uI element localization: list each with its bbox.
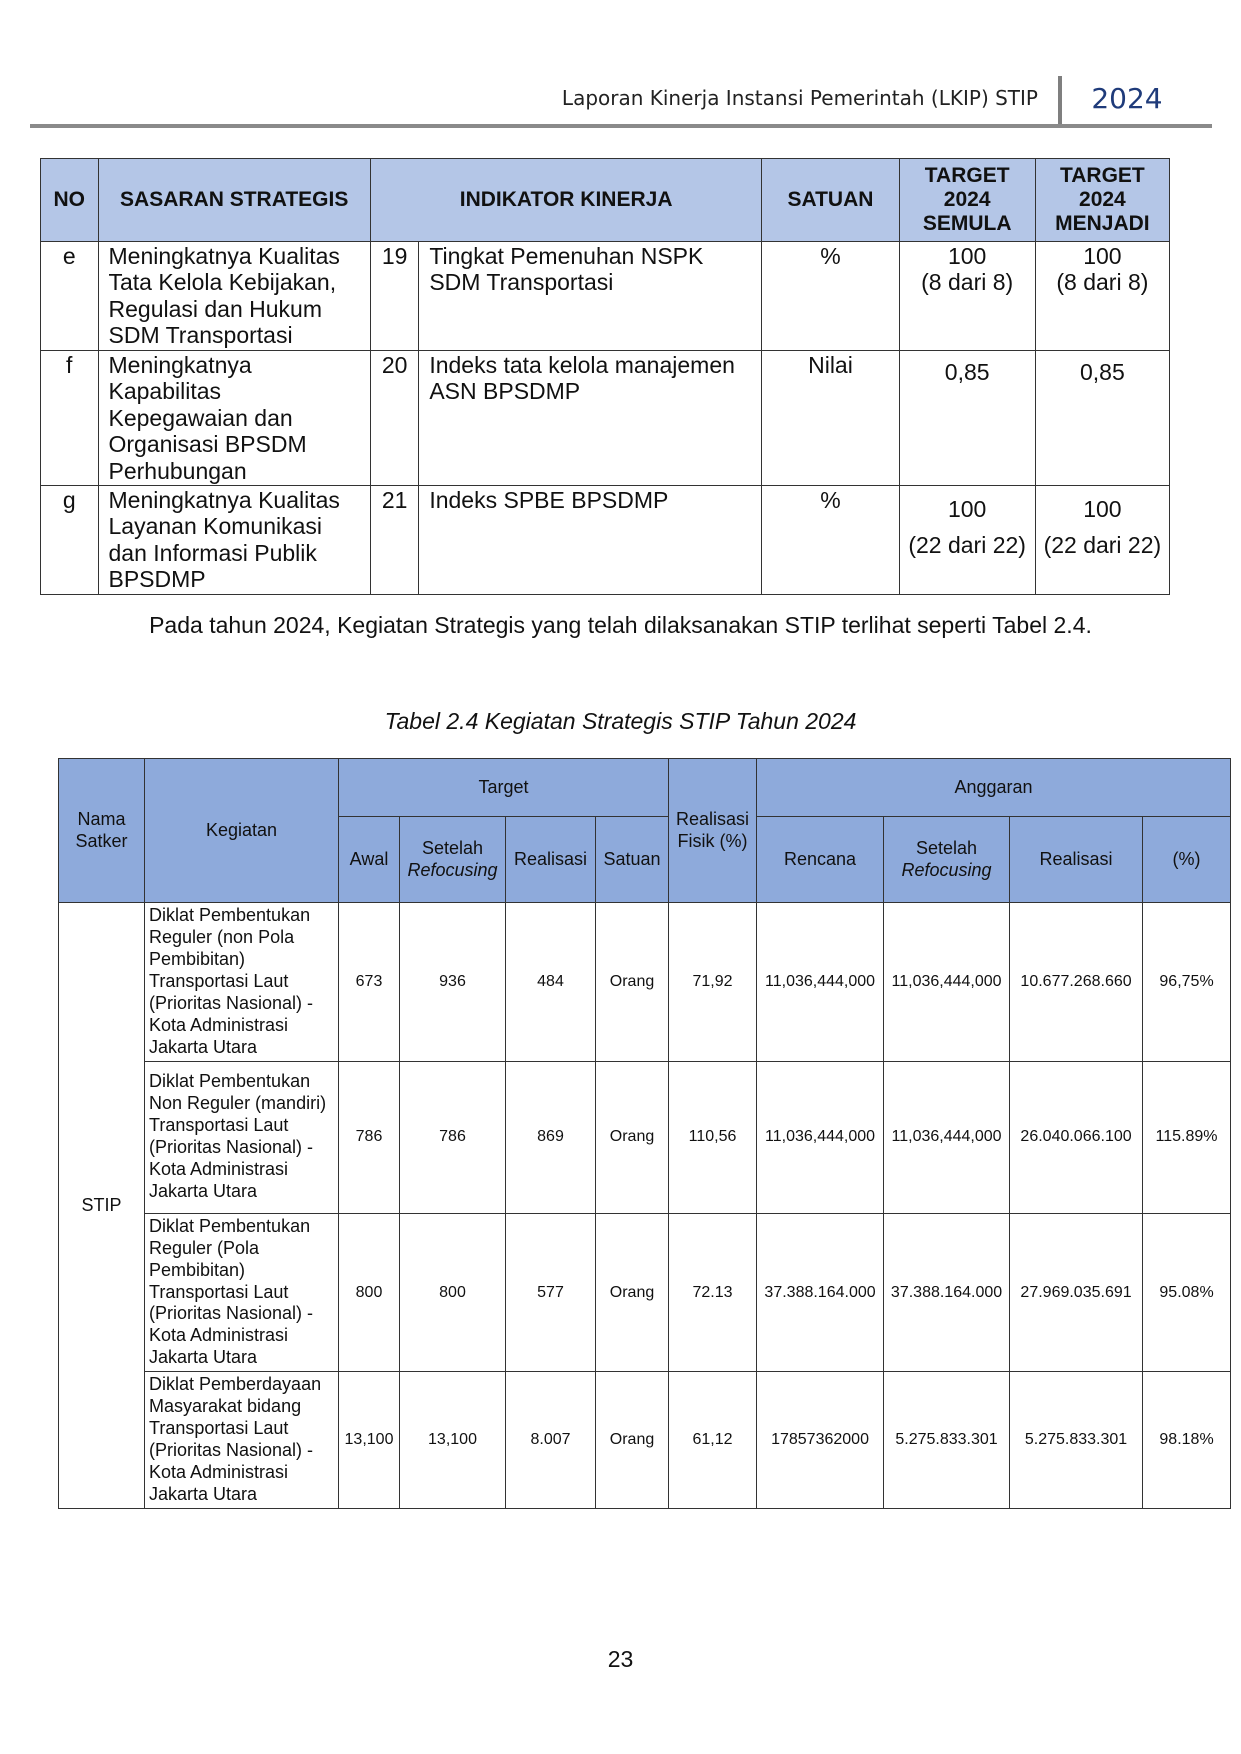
- indikator-cell: Indeks SPBE BPSDMP: [419, 485, 762, 594]
- rencana-cell: 17857362000: [757, 1372, 884, 1509]
- anggaran-setelah-cell: 37.388.164.000: [884, 1213, 1010, 1372]
- kegiatan-cell: Diklat Pembentukan Non Reguler (mandiri) Transportasi Laut (Prioritas Nasional) - Kota Administrasi Jakarta Utara: [145, 1061, 339, 1213]
- kegiatan-cell: Diklat Pembentukan Reguler (non Pola Pembibitan) Transportasi Laut (Prioritas Nasional) - Kota Administrasi Jakarta Utara: [145, 903, 339, 1062]
- header-target: Target: [339, 759, 669, 817]
- setelah-cell: 13,100: [400, 1372, 506, 1509]
- target-menjadi-cell: 100 (8 dari 8): [1035, 242, 1169, 351]
- persen-cell: 96,75%: [1143, 903, 1231, 1062]
- header-awal: Awal: [339, 817, 400, 903]
- indikator-cell: Indeks tata kelola manajemen ASN BPSDMP: [419, 350, 762, 485]
- table1-header-row: [41, 159, 1170, 242]
- target-semula-cell: 100 (8 dari 8): [899, 242, 1035, 351]
- awal-cell: 673: [339, 903, 400, 1062]
- kegiatan-cell: Diklat Pemberdayaan Masyarakat bidang Transportasi Laut (Prioritas Nasional) - Kota Administrasi Jakarta Utara: [145, 1372, 339, 1509]
- header-anggaran-realisasi: Realisasi: [1010, 817, 1143, 903]
- table-row: [41, 350, 1170, 485]
- indikator-cell: Tingkat Pemenuhan NSPK SDM Transportasi: [419, 242, 762, 351]
- header-sasaran: SASARAN STRATEGIS: [98, 159, 370, 242]
- refocusing-label: Refocusing: [901, 859, 992, 880]
- indikator-number: 19: [370, 242, 418, 351]
- satuan-cell: %: [762, 242, 899, 351]
- indikator-number: 21: [370, 485, 418, 594]
- header-target-semula: TARGET 2024 SEMULA: [899, 159, 1035, 242]
- row-no: e: [41, 242, 99, 351]
- anggaran-realisasi-cell: 5.275.833.301: [1010, 1372, 1143, 1509]
- satuan-cell: %: [762, 485, 899, 594]
- anggaran-setelah-cell: 11,036,444,000: [884, 1061, 1010, 1213]
- indikator-number: 20: [370, 350, 418, 485]
- sasaran-cell: Meningkatnya Kualitas Layanan Komunikasi dan Informasi Publik BPSDMP: [98, 485, 370, 594]
- setelah-cell: 936: [400, 903, 506, 1062]
- header-kegiatan: Kegiatan: [145, 759, 339, 903]
- persen-cell: 98.18%: [1143, 1372, 1231, 1509]
- persen-cell: 115.89%: [1143, 1061, 1231, 1213]
- table2-header-row-1: [59, 759, 1231, 817]
- satuan-cell: Orang: [596, 1213, 669, 1372]
- report-title: Laporan Kinerja Instansi Pemerintah (LKIP) STIP: [561, 86, 1038, 110]
- table-row: [41, 242, 1170, 351]
- anggaran-setelah-cell: 11,036,444,000: [884, 903, 1010, 1062]
- realisasi-fisik-cell: 61,12: [669, 1372, 757, 1509]
- page-number: 23: [607, 1646, 634, 1672]
- anggaran-realisasi-cell: 10.677.268.660: [1010, 903, 1143, 1062]
- awal-cell: 800: [339, 1213, 400, 1372]
- setelah-label: Setelah: [916, 837, 978, 858]
- rencana-cell: 11,036,444,000: [757, 903, 884, 1062]
- header-nama-satker: Nama Satker: [59, 759, 145, 903]
- realisasi-fisik-cell: 110,56: [669, 1061, 757, 1213]
- satuan-cell: Orang: [596, 1061, 669, 1213]
- sasaran-cell: Meningkatnya Kapabilitas Kepegawaian dan Organisasi BPSDM Perhubungan: [98, 350, 370, 485]
- setelah-cell: 800: [400, 1213, 506, 1372]
- satker-cell: STIP: [59, 903, 145, 1509]
- header-target-menjadi: TARGET 2024 MENJADI: [1035, 159, 1169, 242]
- table-caption: Tabel 2.4 Kegiatan Strategis STIP Tahun 2024: [384, 708, 857, 734]
- row-no: g: [41, 485, 99, 594]
- target-menjadi-cell: 0,85: [1035, 350, 1169, 485]
- target-menjadi-cell: 100 (22 dari 22): [1035, 485, 1169, 594]
- realisasi-cell: 484: [506, 903, 596, 1062]
- header-satuan: SATUAN: [762, 159, 899, 242]
- table-row: [59, 1213, 1231, 1372]
- header-satuan: Satuan: [596, 817, 669, 903]
- row-no: f: [41, 350, 99, 485]
- realisasi-fisik-cell: 72.13: [669, 1213, 757, 1372]
- body-paragraph: Pada tahun 2024, Kegiatan Strategis yang telah dilaksanakan STIP terlihat seperti Tabel 2.4.: [149, 612, 1092, 638]
- satuan-cell: Nilai: [762, 350, 899, 485]
- anggaran-realisasi-cell: 27.969.035.691: [1010, 1213, 1143, 1372]
- header-no: NO: [41, 159, 99, 242]
- table-row: [59, 903, 1231, 1062]
- kegiatan-cell: Diklat Pembentukan Reguler (Pola Pembibitan) Transportasi Laut (Prioritas Nasional) - Kota Administrasi Jakarta Utara: [145, 1213, 339, 1372]
- realisasi-cell: 869: [506, 1061, 596, 1213]
- header-rencana: Rencana: [757, 817, 884, 903]
- setelah-label: Setelah: [421, 837, 484, 858]
- realisasi-cell: 577: [506, 1213, 596, 1372]
- header-realisasi: Realisasi: [506, 817, 596, 903]
- satuan-cell: Orang: [596, 903, 669, 1062]
- header-anggaran: Anggaran: [757, 759, 1231, 817]
- header-realisasi-fisik: Realisasi Fisik (%): [669, 759, 757, 903]
- awal-cell: 786: [339, 1061, 400, 1213]
- anggaran-setelah-cell: 5.275.833.301: [884, 1372, 1010, 1509]
- target-semula-cell: 100 (22 dari 22): [899, 485, 1035, 594]
- table-row: [41, 485, 1170, 594]
- header-anggaran-setelah-refocusing: [884, 817, 1010, 903]
- strategic-activities-table: [58, 758, 1231, 1509]
- realisasi-fisik-cell: 71,92: [669, 903, 757, 1062]
- report-year: 2024: [1091, 82, 1163, 115]
- rencana-cell: 37.388.164.000: [757, 1213, 884, 1372]
- anggaran-realisasi-cell: 26.040.066.100: [1010, 1061, 1143, 1213]
- refocusing-label: Refocusing: [407, 859, 498, 880]
- satuan-cell: Orang: [596, 1372, 669, 1509]
- header-setelah-refocusing: [400, 817, 506, 903]
- table-row: [59, 1372, 1231, 1509]
- header-indikator: INDIKATOR KINERJA: [370, 159, 761, 242]
- target-semula-cell: 0,85: [899, 350, 1035, 485]
- rencana-cell: 11,036,444,000: [757, 1061, 884, 1213]
- header-rule: [30, 124, 1212, 128]
- table-row: [59, 1061, 1231, 1213]
- persen-cell: 95.08%: [1143, 1213, 1231, 1372]
- header-persen: (%): [1143, 817, 1231, 903]
- setelah-cell: 786: [400, 1061, 506, 1213]
- sasaran-cell: Meningkatnya Kualitas Tata Kelola Kebijakan, Regulasi dan Hukum SDM Transportasi: [98, 242, 370, 351]
- realisasi-cell: 8.007: [506, 1372, 596, 1509]
- performance-indicator-table: [40, 158, 1170, 595]
- awal-cell: 13,100: [339, 1372, 400, 1509]
